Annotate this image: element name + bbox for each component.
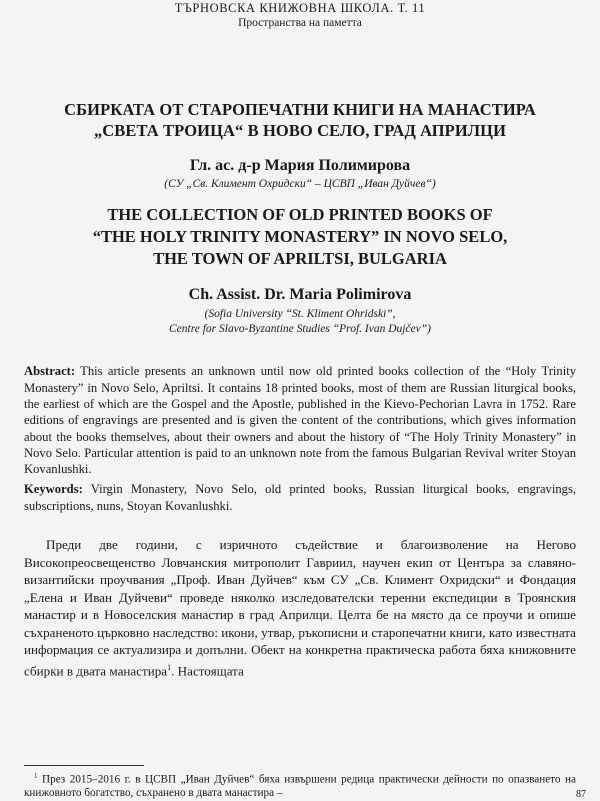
footnote-text: През 2015–2016 г. в ЦСВП „Иван Дуйчев“ бяха извършени редица практически дейности по опазването на книжовното богатство, съхранено в двата манастира – [24,773,576,800]
running-head-series: ТЪРНОВСКА КНИЖОВНА ШКОЛА. Т. 11 [174,1,426,15]
keywords-text: Virgin Monastery, Novo Selo, old printed books, Russian liturgical books, engravings, subscriptions, nuns, Stoyan Kovanlushki. [24,482,576,513]
footnote-reference[interactable]: 1 [167,662,172,672]
affiliation-english [24,307,576,337]
footnote-number: 1 [34,772,38,780]
affiliation-en-line-2: Centre for Slavo-Byzantine Studies “Prof. Ivan Dujčev”) [168,323,431,336]
article-title-english [24,204,576,270]
abstract-text: This article presents an unknown until now old printed books collection of the “Holy Trinity Monastery” in Novo Selo, Apriltsi. It contains 18 printed books, most of them are Russian liturgical books, the earliest of which are the Gospel and the Apostle, published in the Kievo-Pechorian Lavra in 1752. Rare editions of engravings are presented and is given the content of the contributions, which gives information about the books themselves, about their owners and about the history of “The Holy Trinity Monastery” in Novo Selo. Particular attention is paid to an unknown note from the famous Bulgarian Revival writer Stoyan Kovanlushki. [24,364,576,477]
author-name-english: Ch. Assist. Dr. Maria Polimirova [188,286,412,304]
title-bg-line-1: СБИРКАТА ОТ СТАРОПЕЧАТНИ КНИГИ НА МАНАСТИРА [64,100,536,120]
title-bg-line-2: „СВЕТА ТРОИЦА“ В НОВО СЕЛО, ГРАД АПРИЛЦИ [93,121,507,141]
page-number: 87 [576,789,586,800]
title-en-line-3: THE TOWN OF APRILTSI, BULGARIA [153,249,447,269]
running-head [24,2,576,29]
footnote [24,770,576,801]
affiliation-en-line-1: (Sofia University “St. Kliment Ohridski”, [204,308,396,321]
body-text-tail: . Настоящата [171,662,244,678]
title-en-line-2: “THE HOLY TRINITY MONASTERY” IN NOVO SELO, [92,227,508,247]
abstract [24,363,576,477]
keywords-label: Keywords: [24,482,83,497]
article-title-bulgarian [24,99,576,141]
abstract-label: Abstract: [24,364,76,379]
body-text: Преди две години, с изричното съдействие и благоизволение на Негово Високопреосвещенство Ловчанския митрополит Гавриил, научен екип от Центъра за славяно-византийски проучвания „Проф. Иван Дуйчев“ към СУ „Св. Климент Охридски“ и Фондация „Елена и Иван Дуйчеви“ проведе няколко изследователски теренни експедиции в Троянския манастир и в Новоселския манастир в град Априлци. Целта бе на място да се проучи и опише съхраненото църковно наследство: икони, утвар, ръкописни и старопечатни книги, като известната информация се актуализира и допълни. Обект на конкретна практическа работа бяха книжовните сбирки в двата манастира [24,537,576,678]
affiliation-bulgarian: (СУ „Св. Климент Охридски“ – ЦСВП „Иван Дуйчев“) [164,178,436,191]
footnote-divider [24,765,144,766]
running-head-section: Пространства на паметта [238,16,362,29]
body-paragraph [24,536,576,679]
author-name-bulgarian: Гл. ас. д-р Мария Полимирова [189,157,411,175]
keywords [24,481,576,514]
title-en-line-1: THE COLLECTION OF OLD PRINTED BOOKS OF [107,205,493,225]
